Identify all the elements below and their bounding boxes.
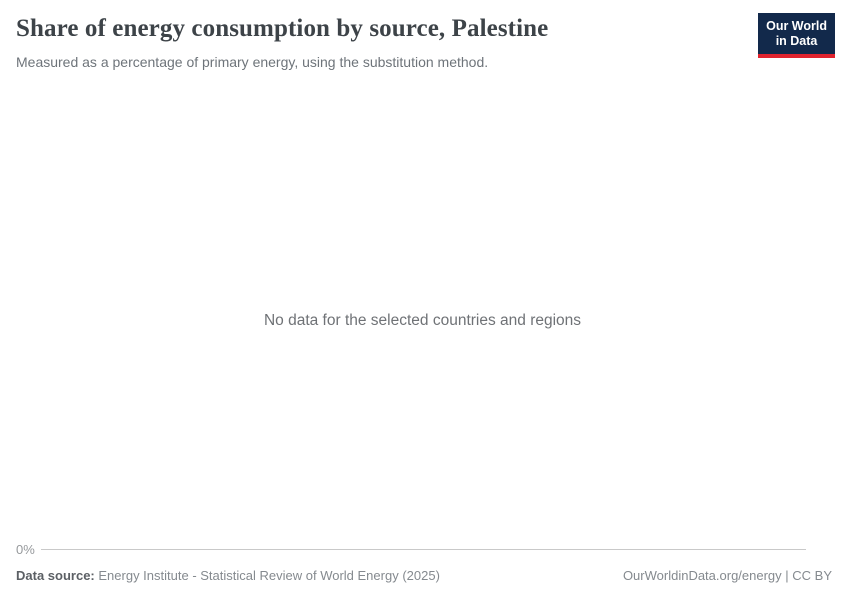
footer-rights-link[interactable]: OurWorldinData.org/energy | CC BY	[622, 568, 832, 583]
owid-logo-line1: Our World	[766, 19, 827, 33]
chart-footer	[16, 568, 832, 584]
y-axis-tick-label-0: 0%	[16, 542, 35, 557]
no-data-message: No data for the selected countries and regions	[263, 312, 582, 329]
chart-subtitle: Measured as a percentage of primary energy, using the substitution method.	[16, 54, 489, 70]
data-source-label: Data source:	[16, 568, 95, 583]
owid-logo[interactable]	[758, 13, 835, 58]
data-source-line	[16, 568, 440, 584]
owid-logo-line2: in Data	[775, 34, 818, 49]
data-source-value[interactable]: Energy Institute - Statistical Review of World Energy (2025)	[98, 568, 440, 583]
chart-title: Share of energy consumption by source, Palestine	[16, 15, 549, 42]
y-axis-baseline-gridline	[41, 549, 806, 550]
